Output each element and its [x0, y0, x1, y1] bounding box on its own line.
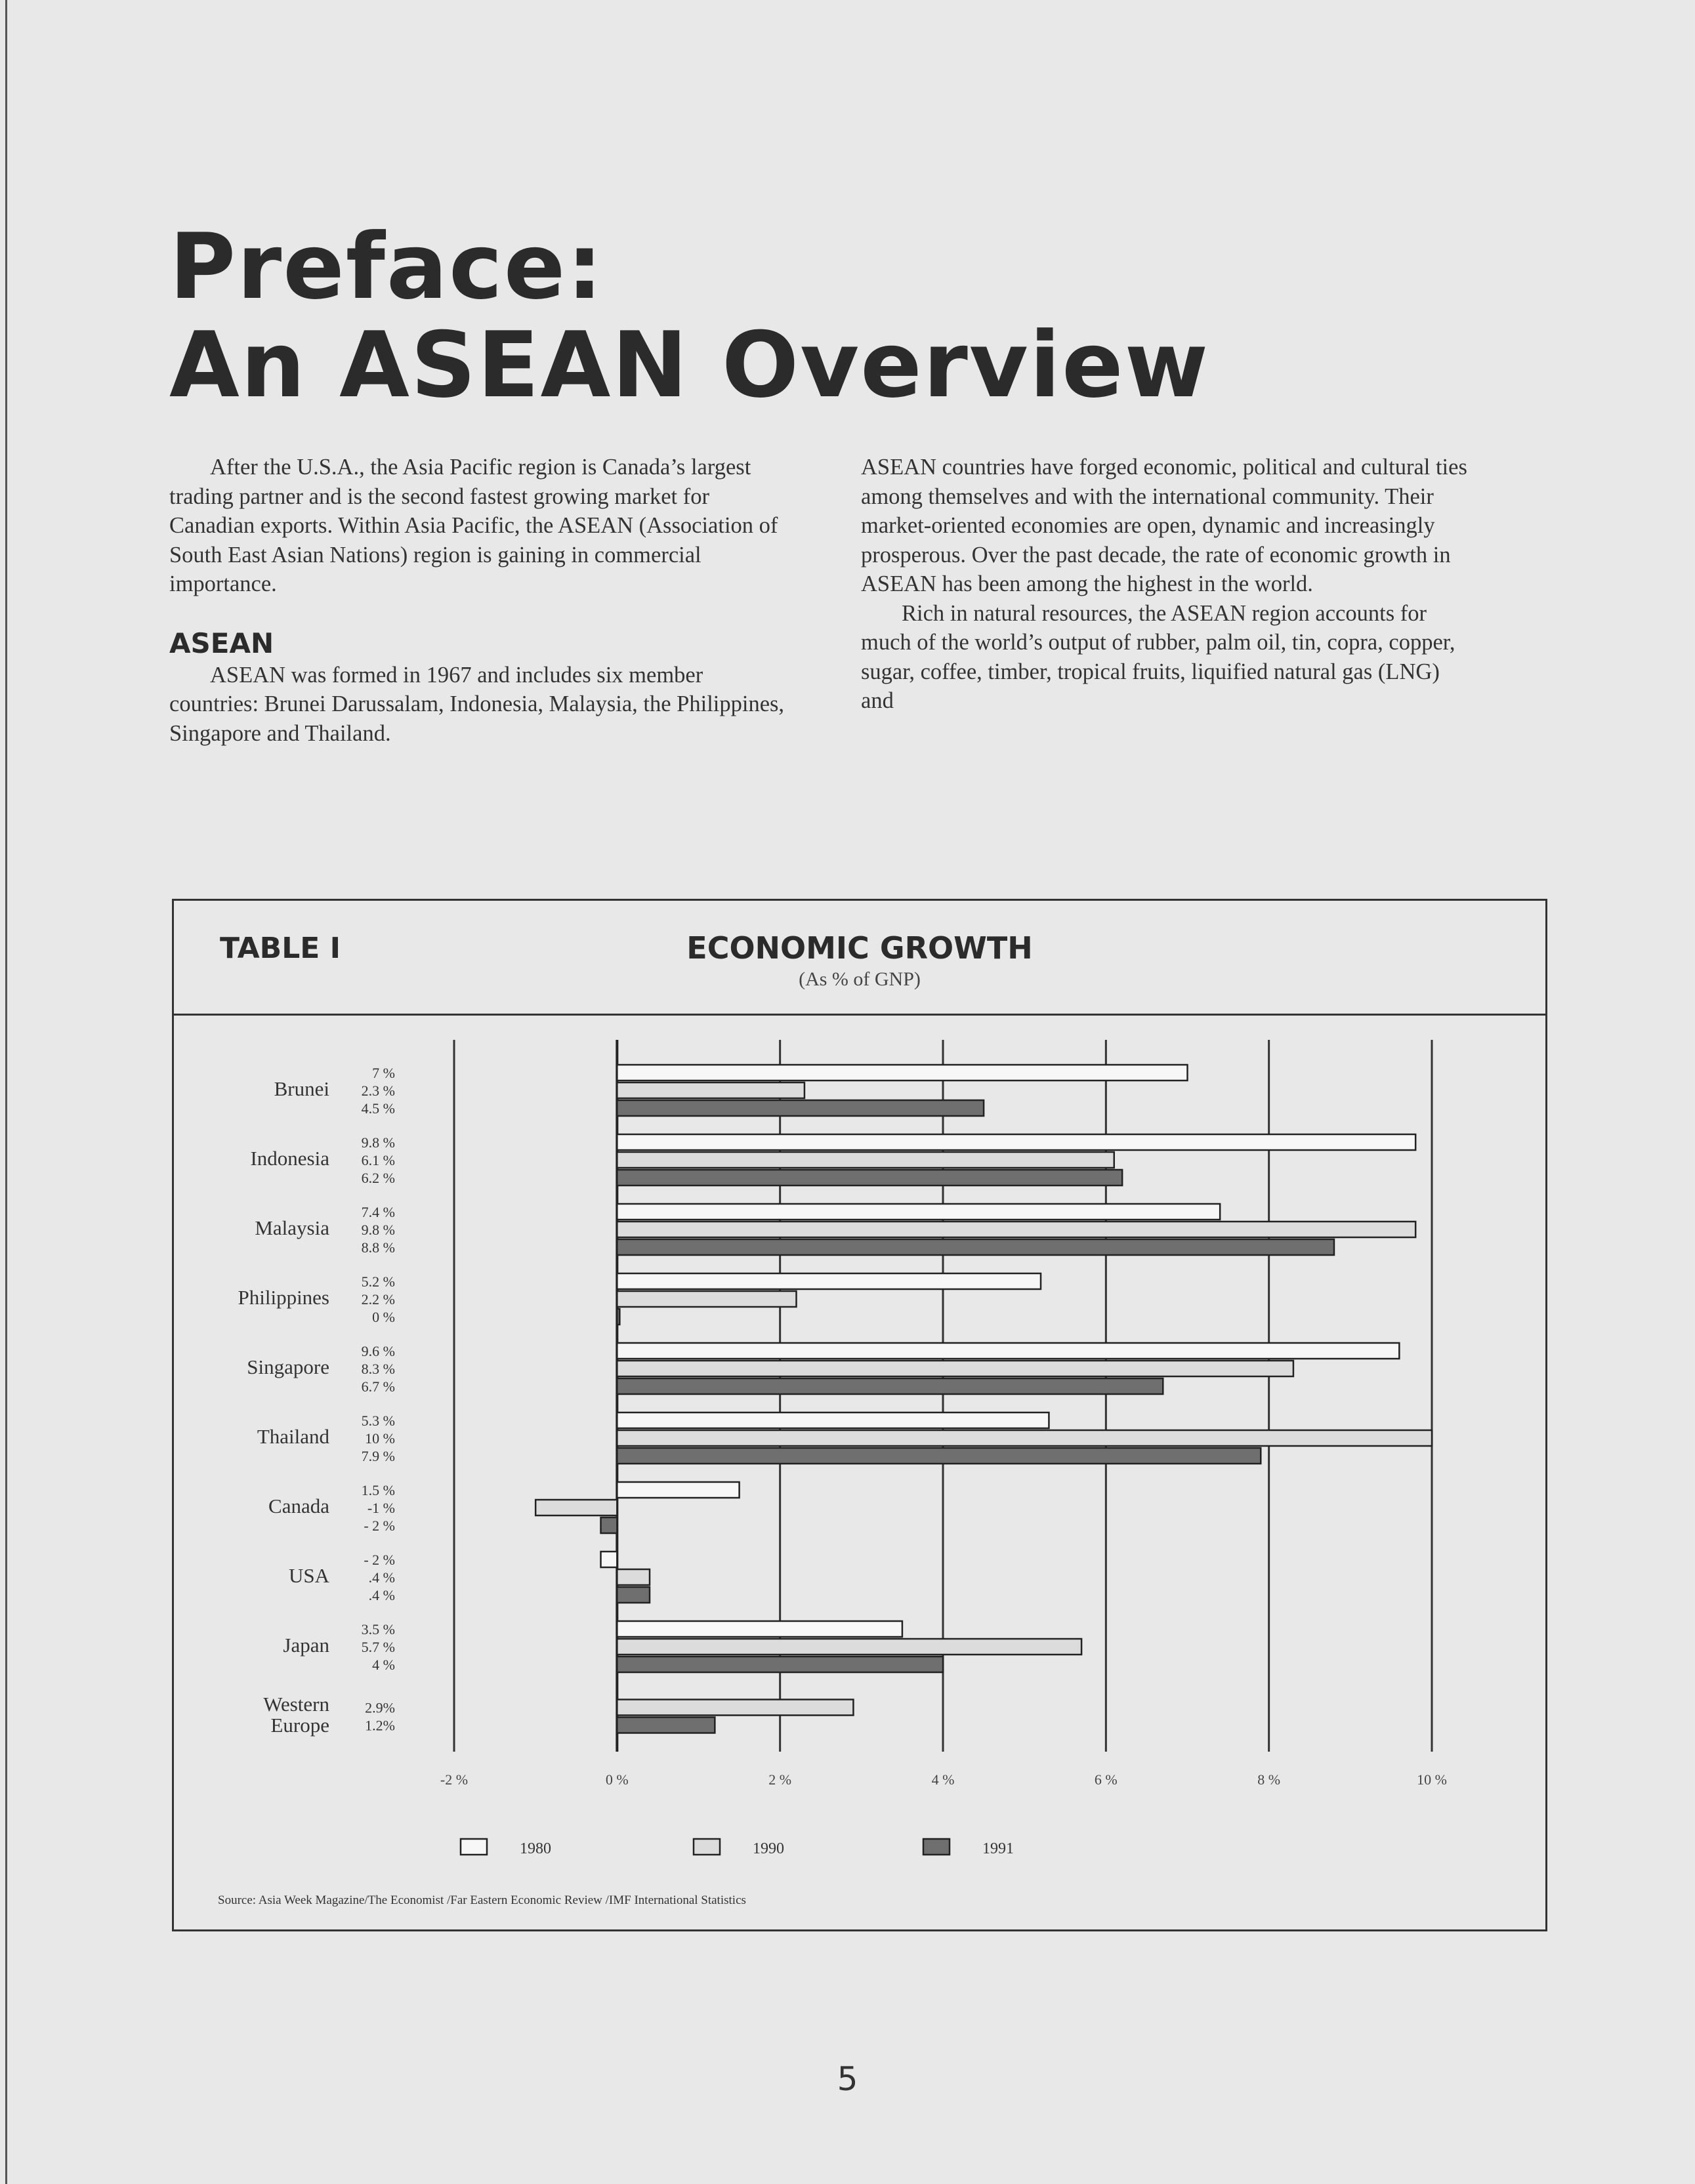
x-tick-label: 2 %	[768, 1771, 792, 1788]
bar-malaysia-1980	[617, 1204, 1220, 1220]
value-label-western-europe-1991: 1.2%	[365, 1717, 395, 1734]
value-label-japan-1980: 3.5 %	[361, 1621, 395, 1638]
bar-thailand-1980	[617, 1412, 1049, 1428]
value-label-usa-1980: - 2 %	[364, 1552, 395, 1568]
category-label-singapore: Singapore	[247, 1355, 329, 1378]
category-label-brunei: Brunei	[274, 1077, 329, 1100]
value-label-thailand-1990: 10 %	[365, 1430, 395, 1447]
value-label-brunei-1990: 2.3 %	[361, 1082, 395, 1099]
chart-subtitle: (As % of GNP)	[799, 968, 921, 990]
page-number: 5	[837, 2060, 858, 2098]
paragraph-resources: Rich in natural resources, the ASEAN region accounts for much of the world’s output of rubber, palm oil, tin, copra, copper, sugar, coffee, timber, tropical fruits, liquified natural gas (LNG) and	[861, 600, 1455, 713]
legend-label-1991: 1991	[982, 1840, 1014, 1857]
value-label-thailand-1980: 5.3 %	[361, 1412, 395, 1429]
value-label-malaysia-1980: 7.4 %	[361, 1204, 395, 1220]
bar-japan-1991	[617, 1657, 943, 1672]
value-label-malaysia-1990: 9.8 %	[361, 1222, 395, 1238]
bar-brunei-1980	[617, 1065, 1187, 1081]
bar-thailand-1990	[617, 1430, 1432, 1446]
bar-brunei-1990	[617, 1082, 805, 1098]
value-label-canada-1991: - 2 %	[364, 1517, 395, 1534]
bar-japan-1980	[617, 1621, 902, 1637]
value-label-indonesia-1990: 6.1 %	[361, 1152, 395, 1168]
bar-singapore-1990	[617, 1361, 1293, 1376]
economic-growth-chart	[172, 899, 1547, 1931]
bar-indonesia-1991	[617, 1170, 1122, 1185]
bar-western-europe-1990	[617, 1700, 853, 1716]
x-tick-label: 10 %	[1417, 1771, 1447, 1788]
value-label-thailand-1991: 7.9 %	[361, 1448, 395, 1464]
bar-western-europe-1991	[617, 1718, 715, 1733]
legend-swatch-1990	[694, 1839, 720, 1855]
text-column-right	[861, 453, 1478, 716]
bar-canada-1990	[535, 1500, 617, 1515]
paragraph-intro: After the U.S.A., the Asia Pacific region is Canada’s largest trading partner and is the second fastest growing market for Canadian exports. Within Asia Pacific, the ASEAN (Association of South East Asian Nations) region is gaining in commercial importance.	[169, 455, 778, 596]
value-label-western-europe-1990: 2.9%	[365, 1699, 395, 1716]
paragraph-ties: ASEAN countries have forged economic, political and cultural ties among themselves and with the international community. Their market-oriented economies are open, dynamic and increasingly prosperous. Over the past decade, the rate of economic growth in ASEAN has been among the highest in the world.	[861, 455, 1467, 596]
x-tick-label: -2 %	[440, 1771, 469, 1788]
page-edge	[5, 0, 7, 2184]
value-label-indonesia-1991: 6.2 %	[361, 1170, 395, 1186]
legend-swatch-1980	[461, 1839, 487, 1855]
x-tick-label: 4 %	[931, 1771, 955, 1788]
bar-brunei-1991	[617, 1100, 984, 1116]
paragraph-asean-formed: ASEAN was formed in 1967 and includes six member countries: Brunei Darussalam, Indonesia, Malaysia, the Philippines, Singapore and Thailand.	[169, 662, 785, 746]
x-tick-label: 0 %	[605, 1771, 629, 1788]
bar-thailand-1991	[617, 1448, 1261, 1464]
title-line-1: Preface:	[169, 214, 604, 319]
value-label-usa-1991: .4 %	[368, 1587, 395, 1603]
bar-philippines-1991	[617, 1309, 619, 1325]
bar-japan-1990	[617, 1639, 1081, 1655]
value-label-singapore-1990: 8.3 %	[361, 1361, 395, 1377]
value-label-canada-1990: -1 %	[367, 1500, 395, 1516]
bar-singapore-1991	[617, 1378, 1163, 1394]
page-title	[169, 214, 1210, 418]
bar-usa-1980	[601, 1552, 617, 1567]
legend-label-1980: 1980	[520, 1840, 551, 1857]
category-label-usa: USA	[288, 1564, 329, 1587]
category-label-indonesia: Indonesia	[250, 1147, 329, 1170]
category-label-malaysia: Malaysia	[255, 1216, 329, 1239]
category-label-western-europe: Europe	[270, 1714, 329, 1737]
x-tick-label: 6 %	[1094, 1771, 1118, 1788]
value-label-japan-1991: 4 %	[372, 1657, 395, 1673]
category-label-canada: Canada	[268, 1494, 329, 1517]
bar-malaysia-1991	[617, 1239, 1334, 1255]
bar-usa-1991	[617, 1587, 650, 1603]
value-label-brunei-1980: 7 %	[372, 1065, 395, 1081]
value-label-singapore-1980: 9.6 %	[361, 1343, 395, 1359]
category-label-thailand: Thailand	[257, 1425, 329, 1448]
bar-malaysia-1990	[617, 1222, 1415, 1237]
bar-usa-1990	[617, 1569, 650, 1585]
value-label-singapore-1991: 6.7 %	[361, 1378, 395, 1395]
value-label-brunei-1991: 4.5 %	[361, 1100, 395, 1117]
value-label-japan-1990: 5.7 %	[361, 1639, 395, 1655]
chart-source: Source: Asia Week Magazine/The Economist /Far Eastern Economic Review /IMF International Statistics	[218, 1893, 746, 1907]
section-heading-asean: ASEAN	[169, 627, 274, 659]
bar-singapore-1980	[617, 1343, 1399, 1359]
value-label-philippines-1990: 2.2 %	[361, 1291, 395, 1308]
bar-philippines-1990	[617, 1291, 796, 1307]
category-label-western-europe: Western	[263, 1693, 329, 1716]
title-line-2: An ASEAN Overview	[169, 312, 1210, 418]
bar-philippines-1980	[617, 1273, 1041, 1289]
value-label-canada-1980: 1.5 %	[361, 1482, 395, 1498]
bar-indonesia-1990	[617, 1152, 1114, 1168]
chart-title: ECONOMIC GROWTH	[686, 930, 1033, 966]
category-label-philippines: Philippines	[238, 1286, 329, 1309]
category-label-japan: Japan	[283, 1634, 329, 1657]
value-label-usa-1990: .4 %	[368, 1569, 395, 1586]
bar-canada-1991	[601, 1517, 617, 1533]
value-label-malaysia-1991: 8.8 %	[361, 1239, 395, 1256]
value-label-philippines-1991: 0 %	[372, 1309, 395, 1325]
value-label-indonesia-1980: 9.8 %	[361, 1134, 395, 1151]
bar-indonesia-1980	[617, 1134, 1415, 1150]
bar-canada-1980	[617, 1482, 739, 1498]
table-label: TABLE I	[220, 932, 341, 965]
legend-swatch-1991	[923, 1839, 950, 1855]
legend-label-1990: 1990	[753, 1840, 784, 1857]
value-label-philippines-1980: 5.2 %	[361, 1273, 395, 1290]
text-column-left	[169, 453, 786, 748]
x-tick-label: 8 %	[1257, 1771, 1281, 1788]
